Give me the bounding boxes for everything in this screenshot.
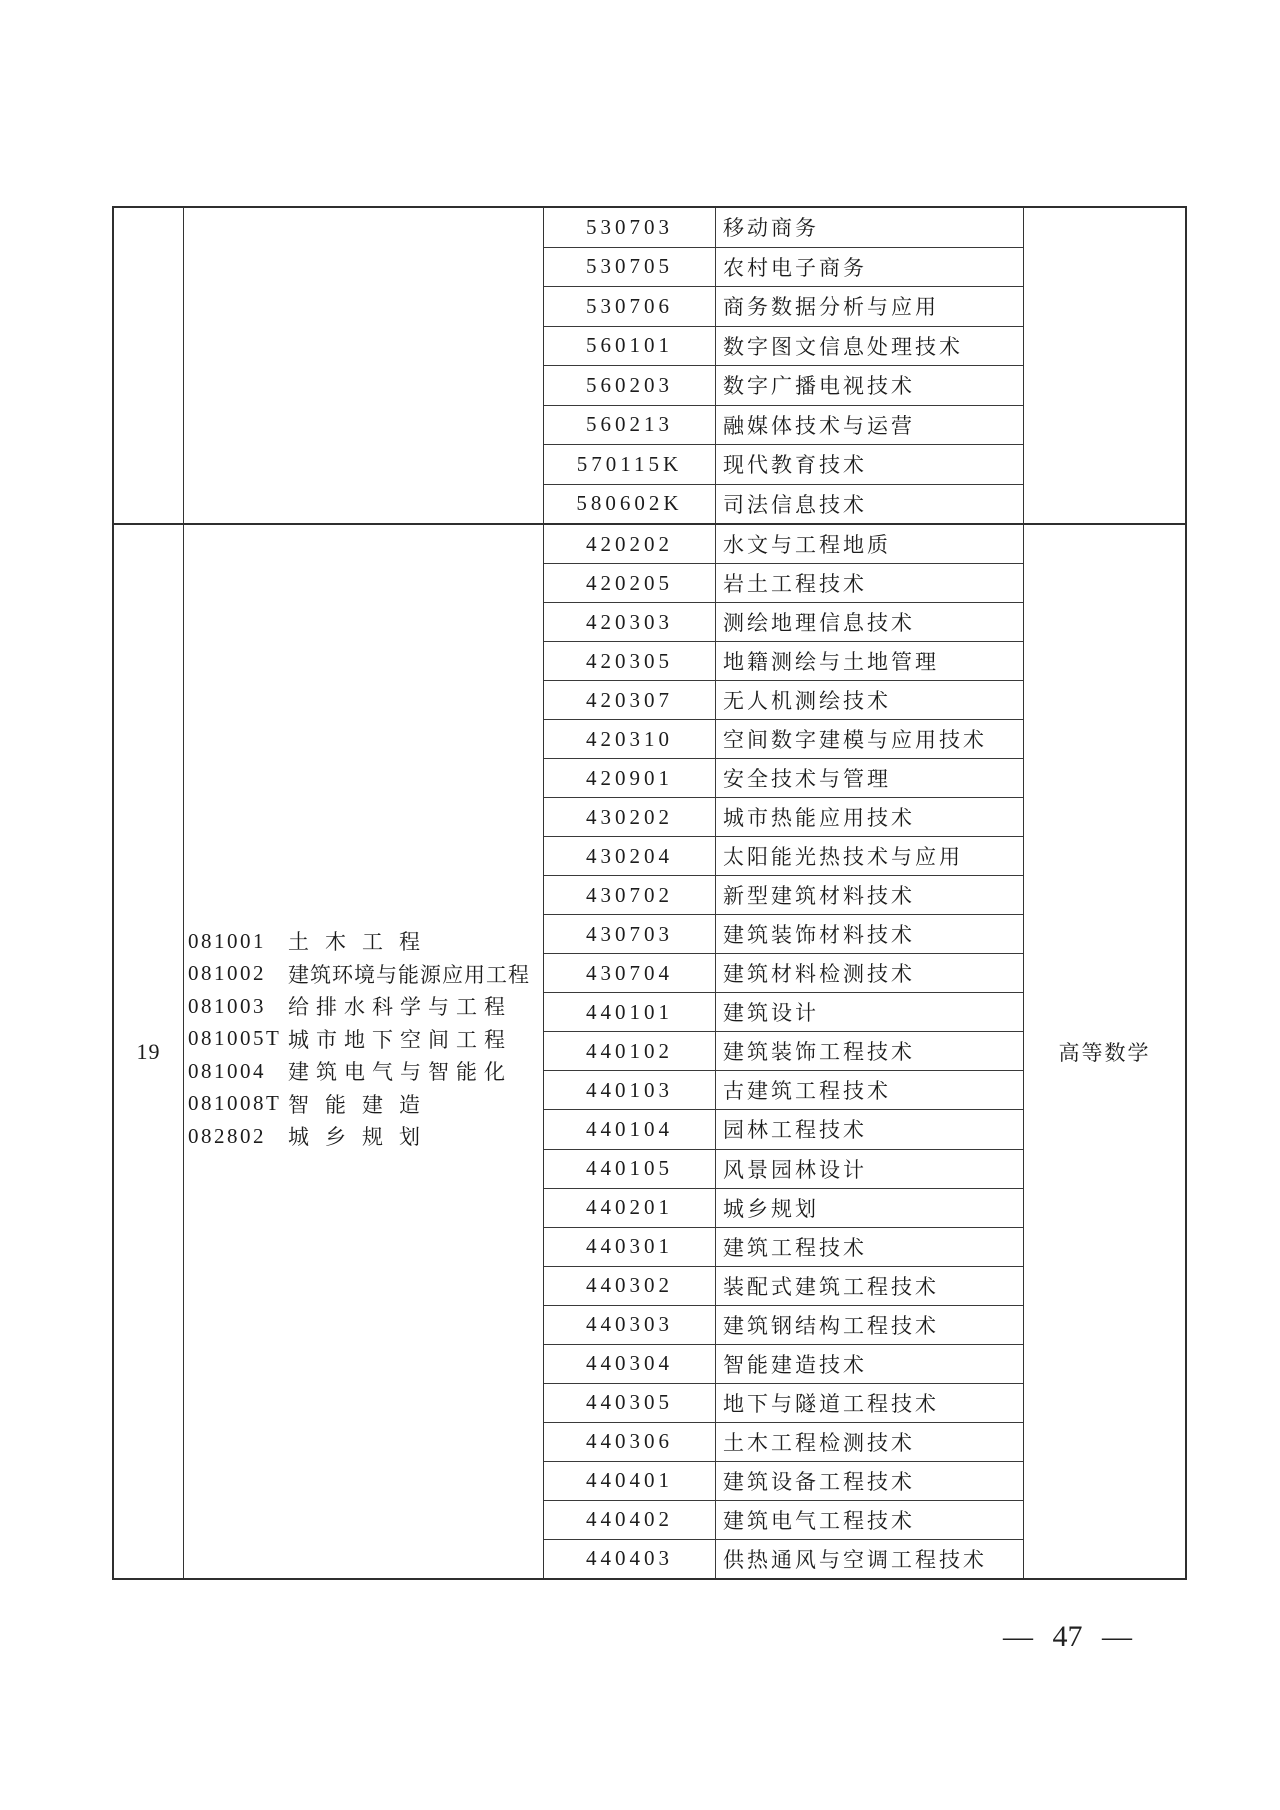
bachelor-major-code: 081004 xyxy=(188,1058,266,1083)
program-row xyxy=(544,1345,1023,1384)
program-name: 数字广播电视技术 xyxy=(723,374,915,399)
table-section-19 xyxy=(114,523,1185,1578)
program-code: 430202 xyxy=(544,798,716,836)
bachelor-major-name: 建筑环境与能源应用工程 xyxy=(288,962,530,987)
program-code: 440303 xyxy=(544,1306,716,1344)
bachelor-major xyxy=(188,1120,530,1153)
program-code: 420307 xyxy=(544,681,716,719)
program-code: 560101 xyxy=(544,327,716,366)
exam-subject: 高等数学 xyxy=(1058,1040,1151,1065)
program-row xyxy=(544,759,1023,798)
bachelor-majors-cell xyxy=(184,208,544,523)
program-rows xyxy=(544,525,1024,1578)
program-name: 地籍测绘与土地管理 xyxy=(723,650,939,675)
program-name: 安全技术与管理 xyxy=(723,767,891,792)
bachelor-major-name: 城乡规划 xyxy=(288,1125,436,1149)
program-name: 建筑电气工程技术 xyxy=(723,1508,915,1533)
program-row xyxy=(544,327,1023,367)
bachelor-major-name: 土木工程 xyxy=(288,930,436,954)
program-name: 园林工程技术 xyxy=(723,1118,867,1143)
bachelor-major xyxy=(188,957,530,990)
program-code: 440105 xyxy=(544,1150,716,1188)
majors-table xyxy=(112,206,1187,1580)
program-row xyxy=(544,1462,1023,1501)
program-code: 420202 xyxy=(544,525,716,563)
bachelor-major xyxy=(188,990,530,1023)
program-rows xyxy=(544,208,1024,523)
program-code: 440306 xyxy=(544,1423,716,1461)
program-row xyxy=(544,1032,1023,1071)
program-row xyxy=(544,1267,1023,1306)
program-row xyxy=(544,1540,1023,1578)
program-row xyxy=(544,485,1023,524)
program-name: 无人机测绘技术 xyxy=(723,689,891,714)
bachelor-major-name: 城市地下空间工程 xyxy=(288,1027,512,1052)
program-name: 岩土工程技术 xyxy=(723,572,867,597)
program-name: 水文与工程地质 xyxy=(723,533,891,558)
row-number-cell xyxy=(114,525,184,1578)
bachelor-major-name: 给排水科学与工程 xyxy=(288,995,512,1019)
bachelor-major-code: 082802 xyxy=(188,1123,266,1148)
program-name: 移动商务 xyxy=(723,216,819,241)
program-name: 数字图文信息处理技术 xyxy=(723,334,963,359)
program-row xyxy=(544,406,1023,446)
program-code: 430704 xyxy=(544,954,716,992)
bachelor-major xyxy=(188,1022,530,1055)
program-name: 地下与隧道工程技术 xyxy=(723,1391,939,1416)
program-row xyxy=(544,993,1023,1032)
program-code: 530705 xyxy=(544,248,716,287)
program-code: 440102 xyxy=(544,1032,716,1070)
program-row xyxy=(544,1501,1023,1540)
program-row xyxy=(544,248,1023,288)
program-code: 530703 xyxy=(544,208,716,247)
bachelor-major-code: 081001 xyxy=(188,928,266,953)
bachelor-major xyxy=(188,925,530,958)
program-code: 440201 xyxy=(544,1189,716,1227)
program-row xyxy=(544,1423,1023,1462)
program-row xyxy=(544,876,1023,915)
program-code: 440104 xyxy=(544,1110,716,1148)
program-name: 融媒体技术与运营 xyxy=(723,413,915,438)
bachelor-major xyxy=(188,1087,530,1120)
program-name: 风景园林设计 xyxy=(723,1157,867,1182)
program-row xyxy=(544,681,1023,720)
program-code: 420901 xyxy=(544,759,716,797)
program-row xyxy=(544,720,1023,759)
table-section-continued xyxy=(114,208,1185,523)
program-row xyxy=(544,1189,1023,1228)
program-name: 商务数据分析与应用 xyxy=(723,295,939,320)
program-row xyxy=(544,1228,1023,1267)
program-code: 430204 xyxy=(544,837,716,875)
program-code: 560203 xyxy=(544,366,716,405)
program-name: 建筑装饰材料技术 xyxy=(723,923,915,948)
program-code: 440302 xyxy=(544,1267,716,1305)
program-code: 440402 xyxy=(544,1501,716,1539)
page-number: — 47 — xyxy=(1003,1620,1132,1653)
program-code: 580602K xyxy=(544,485,716,524)
program-row xyxy=(544,525,1023,564)
program-name: 建筑材料检测技术 xyxy=(723,962,915,987)
program-name: 古建筑工程技术 xyxy=(723,1079,891,1104)
program-row xyxy=(544,837,1023,876)
bachelor-majors-list xyxy=(184,925,530,1153)
bachelor-major-name: 建筑电气与智能化 xyxy=(288,1060,512,1084)
program-name: 空间数字建模与应用技术 xyxy=(723,728,987,753)
program-name: 建筑设备工程技术 xyxy=(723,1469,915,1494)
program-row xyxy=(544,1071,1023,1110)
program-code: 440305 xyxy=(544,1384,716,1422)
program-name: 城市热能应用技术 xyxy=(723,806,915,831)
program-name: 建筑钢结构工程技术 xyxy=(723,1313,939,1338)
bachelor-majors-cell xyxy=(184,525,544,1578)
program-row xyxy=(544,1306,1023,1345)
exam-subject-cell xyxy=(1024,208,1185,523)
program-row xyxy=(544,1110,1023,1149)
program-name: 建筑装饰工程技术 xyxy=(723,1040,915,1065)
program-code: 420205 xyxy=(544,564,716,602)
program-row xyxy=(544,564,1023,603)
program-name: 农村电子商务 xyxy=(723,255,867,280)
program-name: 现代教育技术 xyxy=(723,453,867,478)
program-name: 装配式建筑工程技术 xyxy=(723,1274,939,1299)
bachelor-major-code: 081005T xyxy=(188,1026,282,1050)
program-code: 440101 xyxy=(544,993,716,1031)
program-name: 新型建筑材料技术 xyxy=(723,884,915,909)
program-row xyxy=(544,366,1023,406)
bachelor-major-code: 081008T xyxy=(188,1091,282,1115)
program-row xyxy=(544,603,1023,642)
program-row xyxy=(544,1150,1023,1189)
program-name: 土木工程检测技术 xyxy=(723,1430,915,1455)
program-row xyxy=(544,915,1023,954)
program-row xyxy=(544,208,1023,248)
program-row xyxy=(544,798,1023,837)
program-code: 570115K xyxy=(544,445,716,484)
program-row xyxy=(544,1384,1023,1423)
bachelor-major xyxy=(188,1055,530,1088)
program-name: 智能建造技术 xyxy=(723,1352,867,1377)
program-name: 城乡规划 xyxy=(723,1196,819,1221)
program-name: 司法信息技术 xyxy=(723,492,867,517)
program-code: 430702 xyxy=(544,876,716,914)
program-code: 420305 xyxy=(544,642,716,680)
program-row xyxy=(544,642,1023,681)
program-row xyxy=(544,287,1023,327)
program-code: 440301 xyxy=(544,1228,716,1266)
program-code: 560213 xyxy=(544,406,716,445)
program-name: 建筑工程技术 xyxy=(723,1235,867,1260)
program-name: 建筑设计 xyxy=(723,1001,819,1026)
row-number: 19 xyxy=(136,1038,161,1064)
program-code: 420310 xyxy=(544,720,716,758)
program-code: 420303 xyxy=(544,603,716,641)
exam-subject-cell xyxy=(1024,525,1185,1578)
program-code: 440403 xyxy=(544,1540,716,1578)
program-code: 430703 xyxy=(544,915,716,953)
program-name: 供热通风与空调工程技术 xyxy=(723,1547,987,1572)
program-row xyxy=(544,445,1023,485)
row-number-cell xyxy=(114,208,184,523)
bachelor-major-code: 081003 xyxy=(188,993,266,1018)
program-name: 太阳能光热技术与应用 xyxy=(723,845,963,870)
program-code: 440304 xyxy=(544,1345,716,1383)
program-code: 440401 xyxy=(544,1462,716,1500)
program-name: 测绘地理信息技术 xyxy=(723,611,915,636)
program-code: 530706 xyxy=(544,287,716,326)
bachelor-major-code: 081002 xyxy=(188,961,266,985)
bachelor-major-name: 智能建造 xyxy=(288,1092,436,1117)
program-row xyxy=(544,954,1023,993)
program-code: 440103 xyxy=(544,1071,716,1109)
